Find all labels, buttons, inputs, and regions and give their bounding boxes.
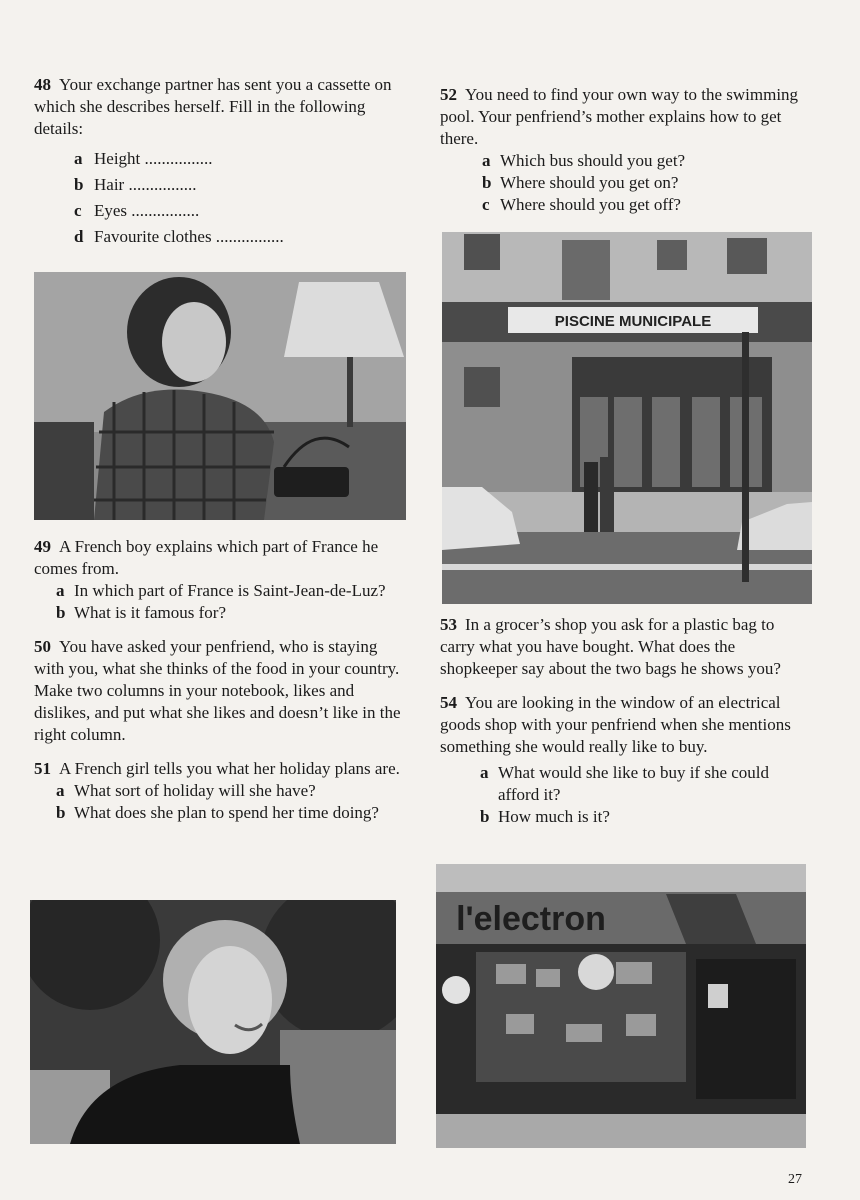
item-51a: a What sort of holiday will she have? xyxy=(56,781,316,800)
exercise-number: 48 xyxy=(34,75,51,94)
right-column xyxy=(440,84,814,216)
item-49a: a In which part of France is Saint-Jean-de-Luz? xyxy=(56,581,386,600)
exercise-53: 53 In a grocer’s shop you ask for a plastic bag to carry what you have bought. What does the shopkeeper say about the two bags he shows you? xyxy=(440,615,781,678)
right-column-lower xyxy=(440,614,812,828)
item-52a: a Which bus should you get? xyxy=(482,151,686,170)
item-54a: a What would she like to buy if she could afford it? xyxy=(480,763,770,804)
item-48c: c Eyes ................ xyxy=(74,201,200,220)
item-49b: b What is it famous for? xyxy=(56,603,227,622)
item-48a: a Height ................ xyxy=(74,149,213,168)
left-column-lower xyxy=(34,536,406,824)
item-48b: b Hair ................ xyxy=(74,175,197,194)
pool-sign: PISCINE MUNICIPALE xyxy=(554,313,712,330)
exercise-48 xyxy=(34,74,406,140)
exercise-50: 50 You have asked your penfriend, who is staying with you, what she thinks of the food in your country. Make two columns in your notebook, likes and dislikes, and put what she likes and doesn’t like in the right column. xyxy=(34,637,401,744)
photo-electrical-shop xyxy=(436,864,806,1148)
exercise-54: 54 You are looking in the window of an electrical goods shop with your penfriend when she mentions something she would really like to buy. xyxy=(440,693,791,756)
exercise-49: 49 A French boy explains which part of France he comes from. xyxy=(34,537,379,578)
item-54b: b How much is it? xyxy=(480,807,610,826)
item-52c: c Where should you get off? xyxy=(482,195,681,214)
photo-swimming-pool xyxy=(442,232,812,604)
item-52b: b Where should you get on? xyxy=(482,173,679,192)
item-51b: b What does she plan to spend her time doing? xyxy=(56,803,379,822)
exercise-51: 51 A French girl tells you what her holiday plans are. xyxy=(34,759,400,778)
item-48d: d Favourite clothes ................ xyxy=(74,227,284,246)
shop-sign: l'electron xyxy=(456,900,606,938)
exercise-52: 52 You need to find your own way to the swimming pool. Your penfriend’s mother explains how to get there. xyxy=(440,85,799,148)
left-column xyxy=(34,74,406,252)
exercise-text: Your exchange partner has sent you a cassette on which she describes herself. Fill in the following details: xyxy=(34,75,392,138)
page-number: 27 xyxy=(788,1172,802,1187)
photo-girl-listening xyxy=(34,272,406,520)
photo-smiling-girl xyxy=(30,900,396,1144)
